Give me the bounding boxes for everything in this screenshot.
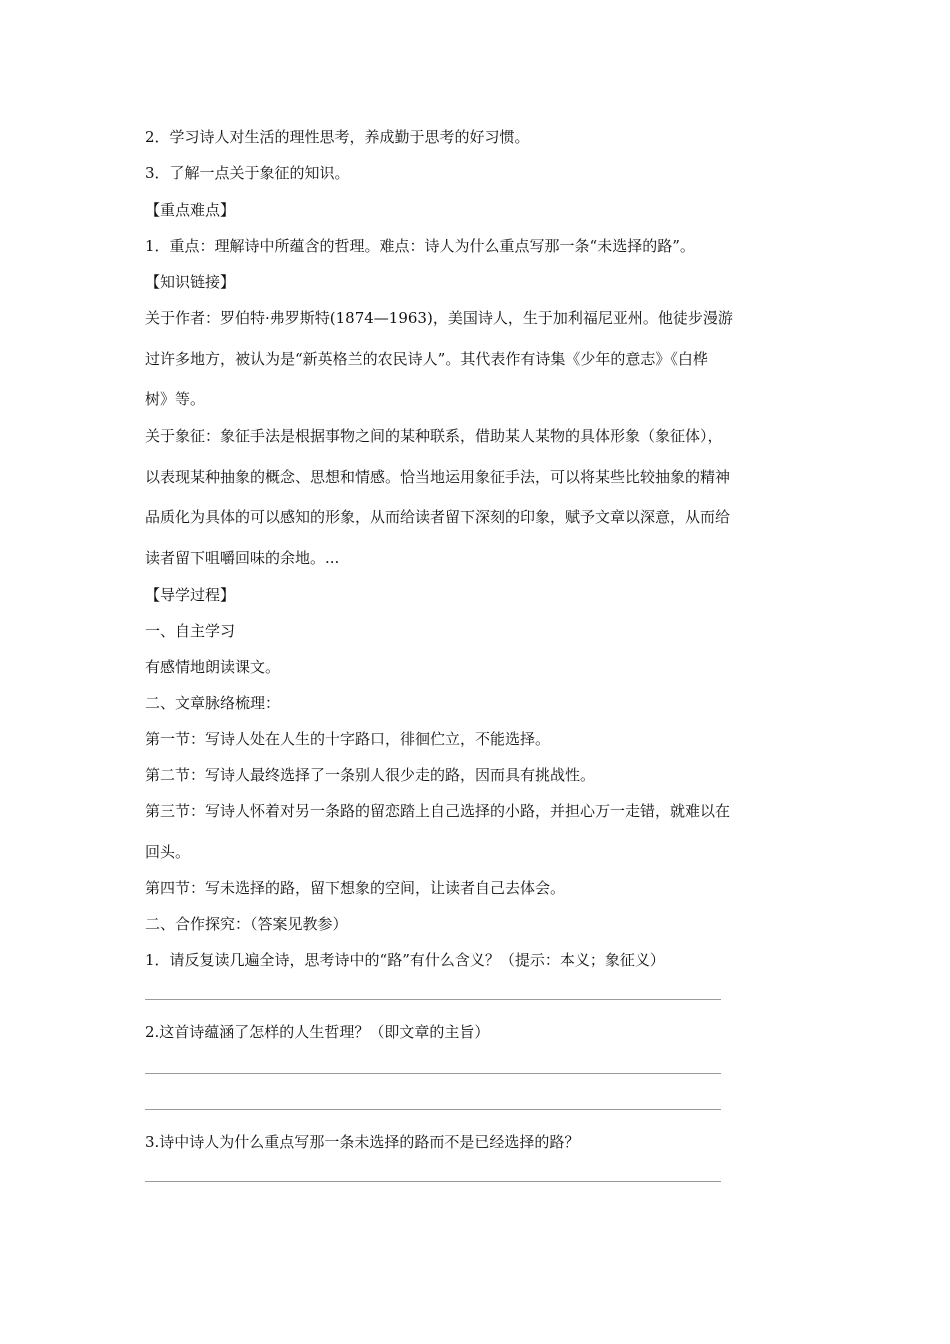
section-heading-key-points: 【重点难点】 xyxy=(145,201,236,219)
stanza-1-summary: 第一节：写诗人处在人生的十字路口，徘徊伫立，不能选择。 xyxy=(145,730,551,748)
stanza-3-summary-line-2: 回头。 xyxy=(145,843,191,861)
subsection-cooperative-inquiry: 二、合作探究：（答案见教参） xyxy=(145,915,348,933)
section-heading-knowledge-link: 【知识链接】 xyxy=(145,273,236,291)
symbol-paragraph-line-4: 读者留下咀嚼回味的余地。... xyxy=(145,549,340,567)
answer-line-1 xyxy=(145,999,721,1000)
author-paragraph-line-2: 过许多地方，被认为是“新英格兰的农民诗人”。其代表作有诗集《少年的意志》《白桦 xyxy=(145,350,708,368)
section-heading-guided-learning: 【导学过程】 xyxy=(145,586,236,604)
stanza-2-summary: 第二节：写诗人最终选择了一条别人很少走的路，因而具有挑战性。 xyxy=(145,766,596,784)
answer-line-3 xyxy=(145,1109,721,1110)
question-2: 2.这首诗蕴涵了怎样的人生哲理？（即文章的主旨） xyxy=(145,1023,490,1041)
stanza-4-summary: 第四节：写未选择的路，留下想象的空间，让读者自己去体会。 xyxy=(145,879,566,897)
symbol-paragraph-line-1: 关于象征：象征手法是根据事物之间的某种联系，借助某人某物的具体形象（象征体）， xyxy=(145,427,723,445)
stanza-3-summary-line-1: 第三节：写诗人怀着对另一条路的留恋踏上自己选择的小路，并担心万一走错，就难以在 xyxy=(145,802,731,820)
question-3: 3.诗中诗人为什么重点写那一条未选择的路而不是已经选择的路？ xyxy=(145,1133,580,1151)
subsection-structure: 二、文章脉络梳理： xyxy=(145,694,281,712)
author-paragraph-line-1: 关于作者：罗伯特·弗罗斯特(1874—1963)，美国诗人，生于加利福尼亚州。他徒步漫游 xyxy=(145,309,733,327)
author-paragraph-line-3: 树》等。 xyxy=(145,390,206,408)
subsection-self-study: 一、自主学习 xyxy=(145,622,236,640)
self-study-text: 有感情地朗读课文。 xyxy=(145,658,281,676)
objective-3: 3．了解一点关于象征的知识。 xyxy=(145,164,350,182)
question-1: 1．请反复读几遍全诗，思考诗中的“路”有什么含义？（提示：本义；象征义） xyxy=(145,951,665,969)
symbol-paragraph-line-3: 品质化为具体的可以感知的形象，从而给读者留下深刻的印象，赋予文章以深意，从而给 xyxy=(145,508,731,526)
symbol-paragraph-line-2: 以表现某种抽象的概念、思想和情感。恰当地运用象征手法，可以将某些比较抽象的精神 xyxy=(145,468,731,486)
objective-2: 2．学习诗人对生活的理性思考，养成勤于思考的好习惯。 xyxy=(145,128,530,146)
answer-line-4 xyxy=(145,1181,721,1182)
key-points-text: 1．重点：理解诗中所蕴含的哲理。难点：诗人为什么重点写那一条“未选择的路”。 xyxy=(145,237,695,255)
answer-line-2 xyxy=(145,1073,721,1074)
